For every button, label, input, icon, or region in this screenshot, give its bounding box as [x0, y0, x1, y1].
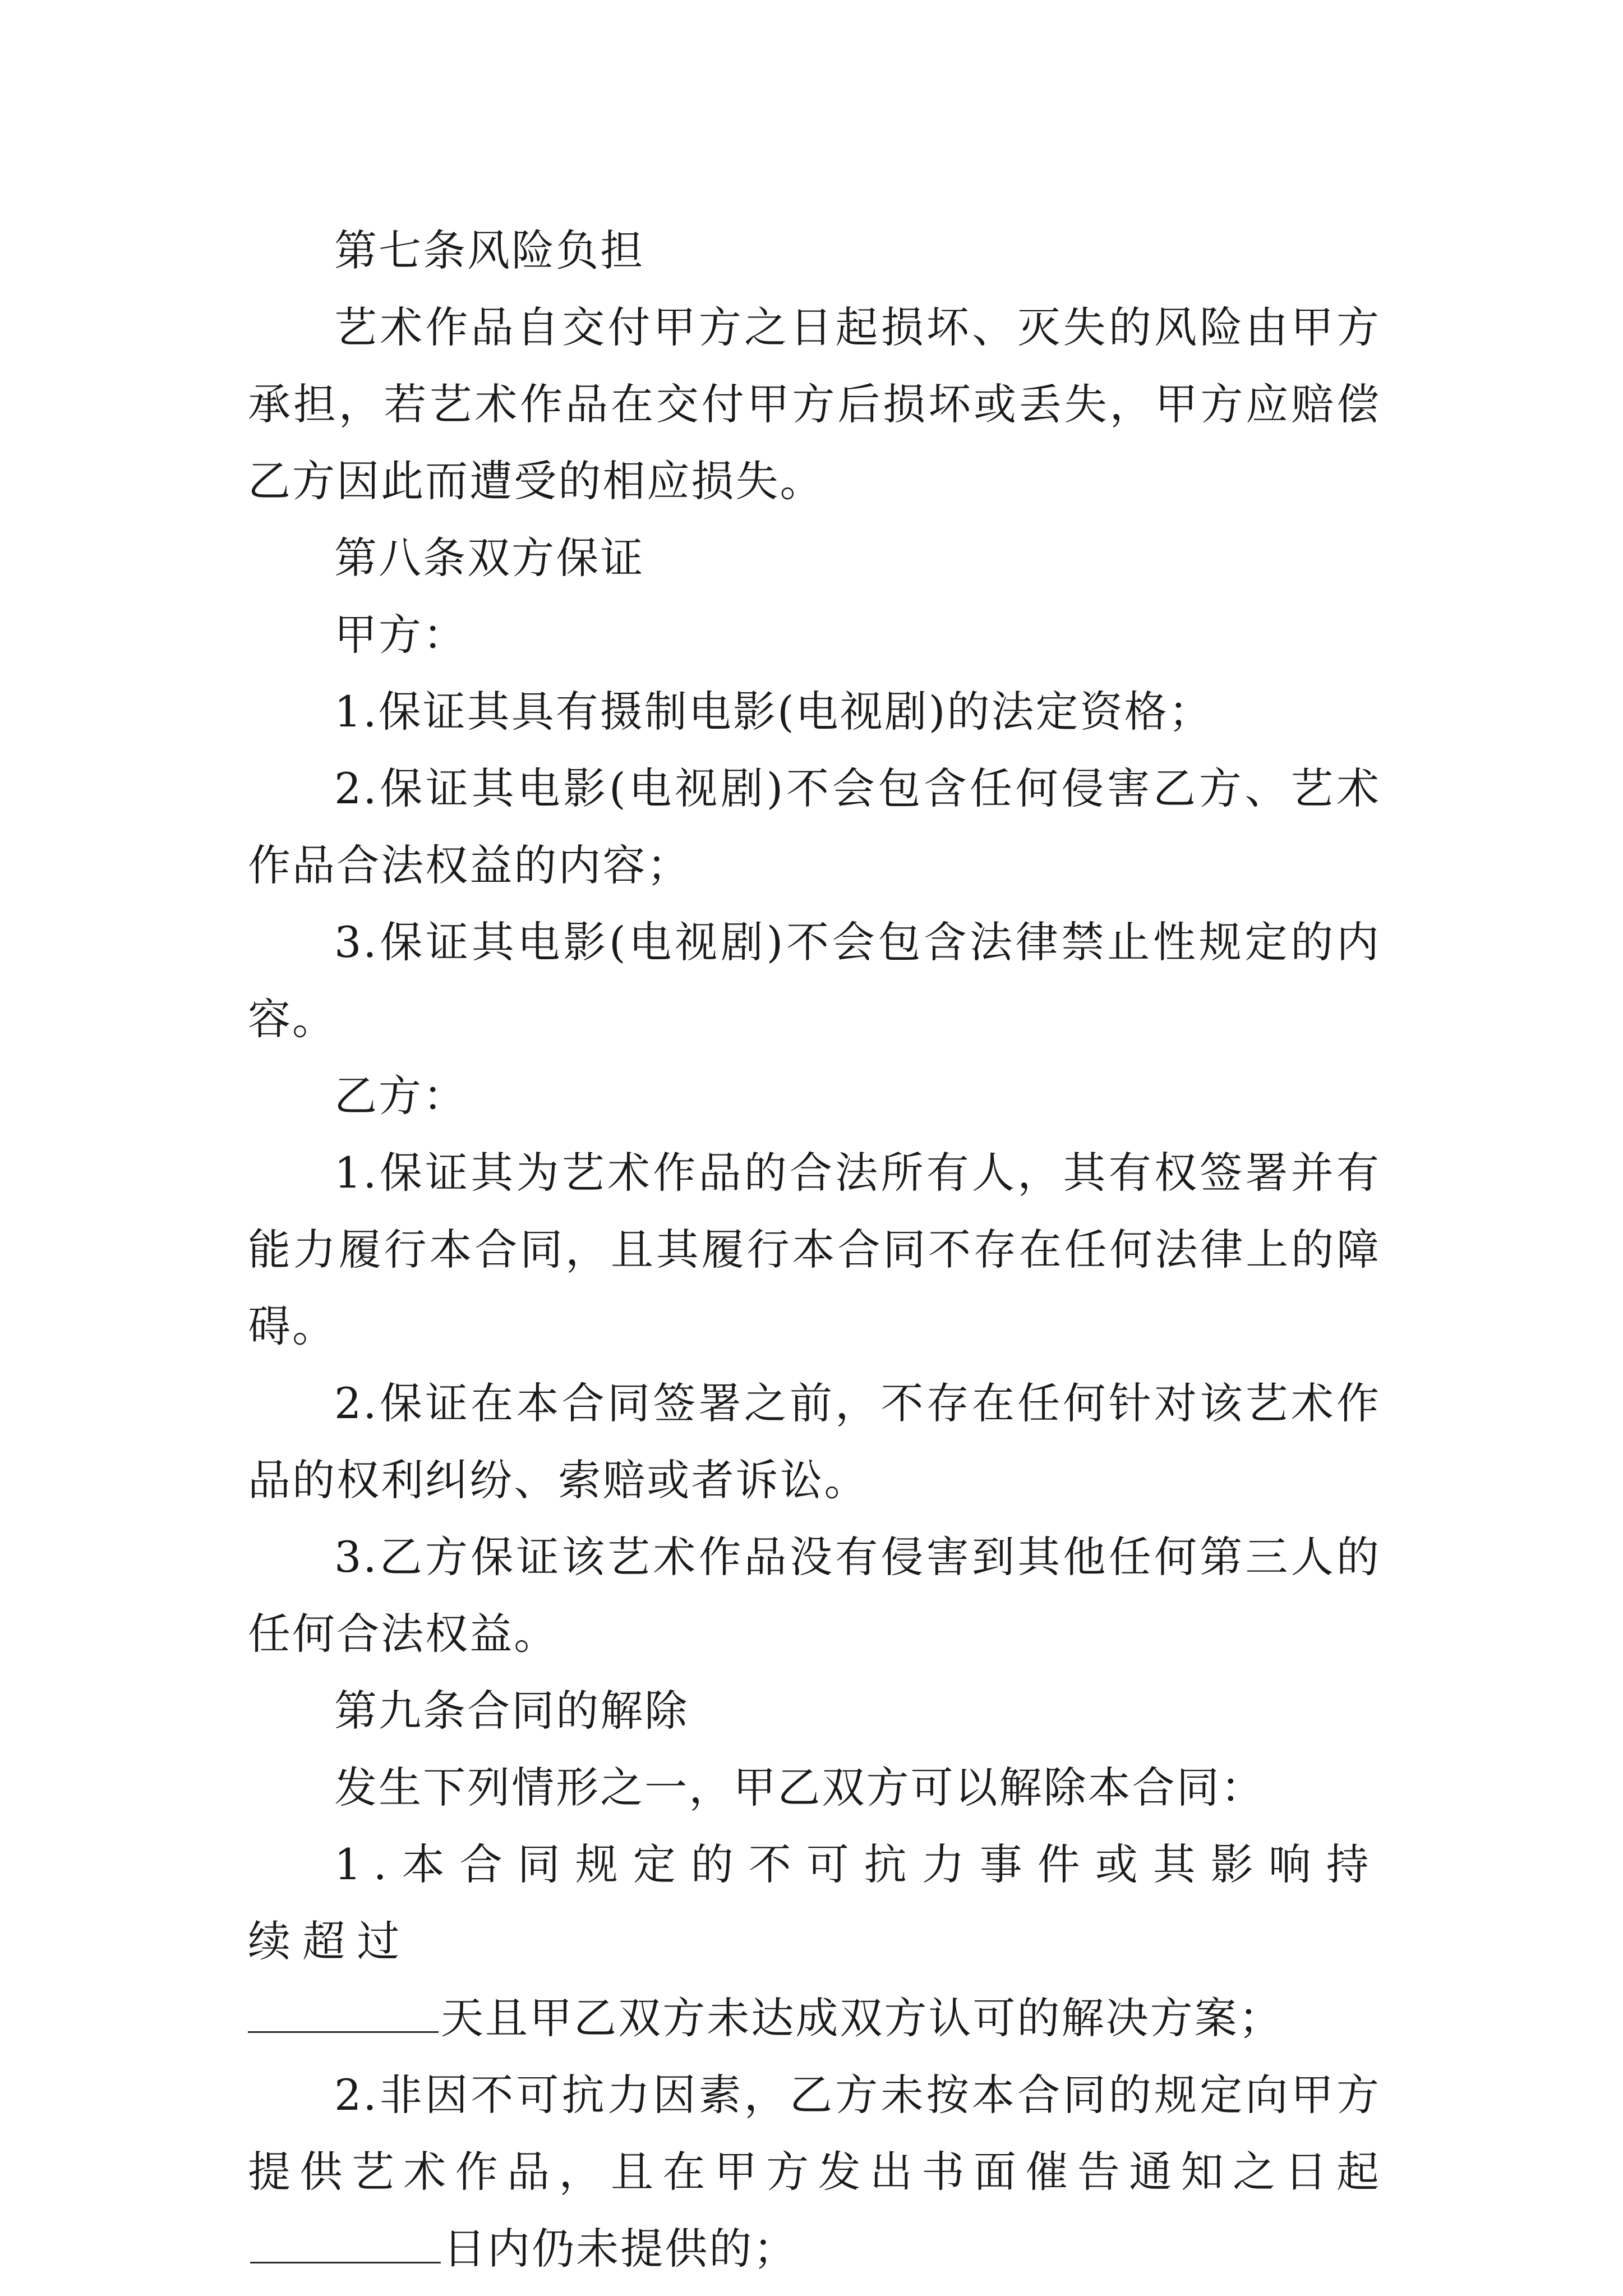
termination-clause-2-text: 2.非因不可抗力因素，乙方未按本合同的规定向甲方提供艺术作品，且在甲方发出书面催告通知之日起 [248, 2070, 1381, 2197]
article-7-body: 艺术作品自交付甲方之日起损坏、灭失的风险由甲方承担，若艺术作品在交付甲方后损坏或丢失，甲方应赔偿乙方因此而遭受的相应损失。 [248, 302, 1381, 506]
document-body [248, 212, 1381, 2287]
party-b-clause-1: 1.保证其为艺术作品的合法所有人，其有权签署并有能力履行本合同，且其履行本合同不存在任何法律上的障碍。 [248, 1148, 1381, 1351]
fill-in-days-blank [248, 2030, 439, 2033]
article-8-heading: 第八条双方保证 [334, 533, 645, 583]
termination-clause-1 [248, 1826, 1381, 2056]
termination-clause-2 [248, 2056, 1381, 2287]
party-a-clause-2: 2.保证其电影(电视剧)不会包含任何侵害乙方、艺术作品合法权益的内容； [248, 763, 1381, 890]
termination-clause-1-text: 1.本合同规定的不可抗力事件或其影响持续超过 [248, 1839, 1381, 1966]
party-a-label: 甲方： [334, 610, 468, 660]
party-b-clause-2: 2.保证在本合同签署之前，不存在任何针对该艺术作品的权利纠纷、索赔或者诉讼。 [248, 1378, 1381, 1505]
fill-in-notice-days-blank [250, 2261, 441, 2263]
article-9-intro: 发生下列情形之一，甲乙双方可以解除本合同： [334, 1763, 1265, 1812]
party-b-clause-3: 3.乙方保证该艺术作品没有侵害到其他任何第三人的任何合法权益。 [248, 1532, 1381, 1659]
party-a-clause-1: 1.保证其具有摄制电影(电视剧)的法定资格； [334, 687, 1213, 737]
article-9-heading: 第九条合同的解除 [334, 1686, 689, 1736]
termination-clause-1-tail: 天且甲乙双方未达成双方认可的解决方案； [441, 1993, 1283, 2043]
party-a-clause-3: 3.保证其电影(电视剧)不会包含法律禁止性规定的内容。 [248, 917, 1381, 1044]
article-7-heading: 第七条风险负担 [334, 226, 645, 275]
party-b-label: 乙方： [334, 1071, 468, 1121]
termination-clause-2-tail: 日内仍未提供的； [443, 2224, 798, 2274]
